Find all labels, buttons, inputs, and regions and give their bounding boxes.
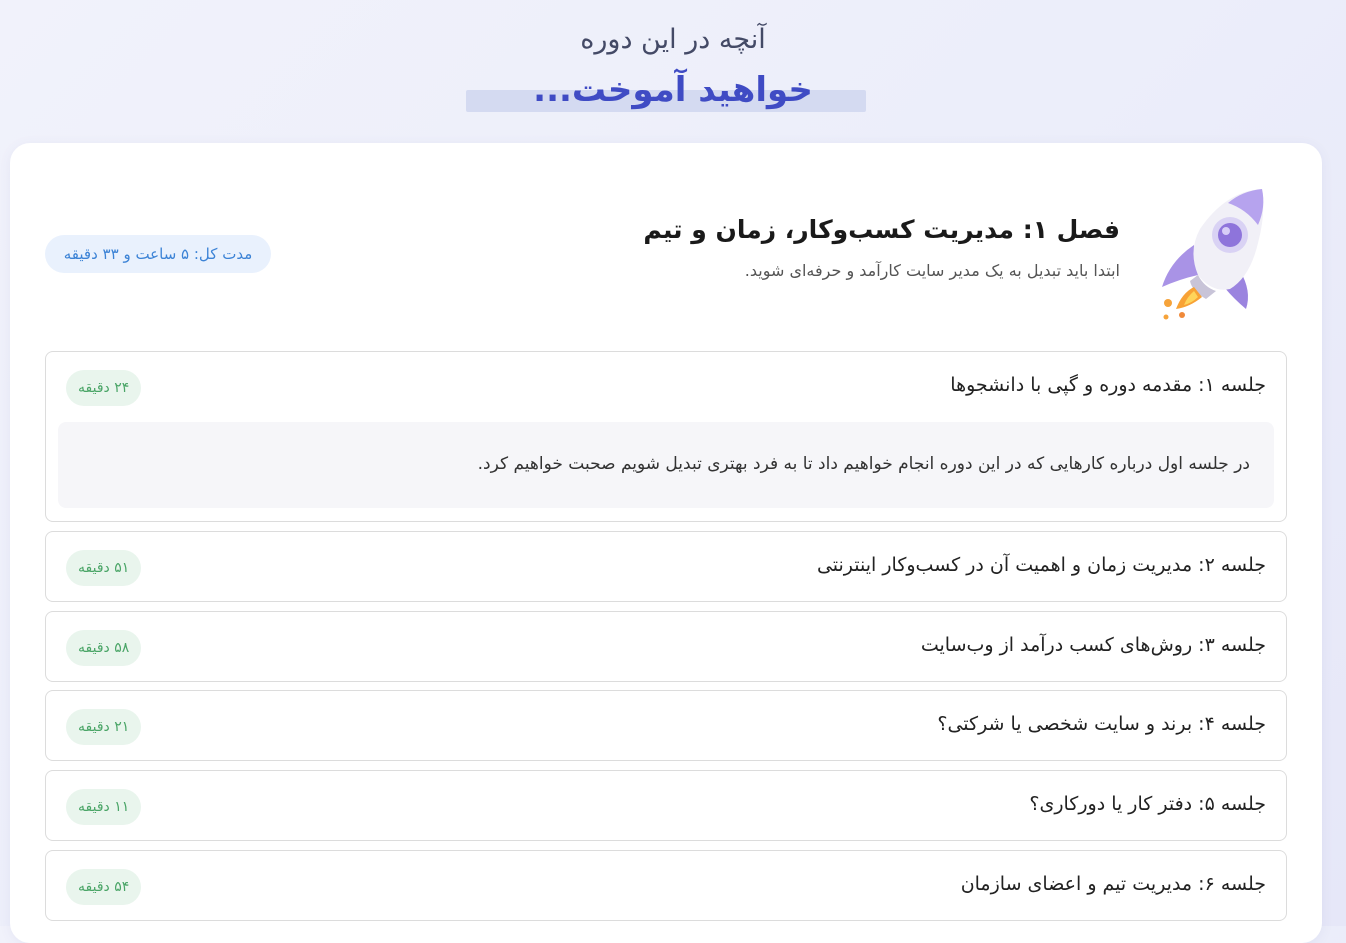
- session-duration-badge: ۲۴ دقیقه: [66, 370, 141, 406]
- session-item[interactable]: [45, 850, 1287, 921]
- total-duration-badge: مدت کل: ۵ ساعت و ۳۳ دقیقه: [45, 235, 271, 273]
- session-item[interactable]: [45, 531, 1287, 602]
- session-item[interactable]: [45, 690, 1287, 761]
- chapter-header[interactable]: [10, 183, 1322, 333]
- section-subtitle: آنچه در این دوره: [580, 24, 766, 55]
- session-duration-badge: ۵۱ دقیقه: [66, 550, 141, 586]
- session-duration-badge: ۵۴ دقیقه: [66, 869, 141, 905]
- session-item[interactable]: [45, 770, 1287, 841]
- session-item[interactable]: [45, 351, 1287, 522]
- section-title: خواهید آموخت...: [533, 70, 813, 110]
- session-title: جلسه ۳: روش‌های کسب درآمد از وب‌سایت: [920, 634, 1266, 656]
- session-item[interactable]: [45, 611, 1287, 682]
- session-title: جلسه ۶: مدیریت تیم و اعضای سازمان: [960, 873, 1266, 895]
- chapter-title: فصل ۱: مدیریت کسب‌وکار، زمان و تیم: [643, 215, 1120, 244]
- session-description-panel: [58, 422, 1274, 508]
- session-duration-badge: ۲۱ دقیقه: [66, 709, 141, 745]
- chapter-description: ابتدا باید تبدیل به یک مدیر سایت کارآمد و حرفه‌ای شوید.: [744, 261, 1120, 280]
- chapter-card: [10, 143, 1322, 943]
- session-title: جلسه ۴: برند و سایت شخصی یا شرکتی؟: [937, 713, 1266, 735]
- section-header: [0, 0, 1346, 140]
- session-title: جلسه ۲: مدیریت زمان و اهمیت آن در کسب‌وکار اینترنتی: [816, 554, 1266, 576]
- session-duration-badge: ۵۸ دقیقه: [66, 630, 141, 666]
- rocket-icon: [1154, 183, 1274, 323]
- session-description: در جلسه اول درباره کارهایی که در این دوره انجام خواهیم داد تا به فرد بهتری تبدیل شویم صحبت خواهیم کرد.: [477, 454, 1250, 474]
- session-title: جلسه ۵: دفتر کار یا دورکاری؟: [1029, 793, 1266, 815]
- session-title: جلسه ۱: مقدمه دوره و گپی با دانشجوها: [950, 374, 1266, 396]
- session-duration-badge: ۱۱ دقیقه: [66, 789, 141, 825]
